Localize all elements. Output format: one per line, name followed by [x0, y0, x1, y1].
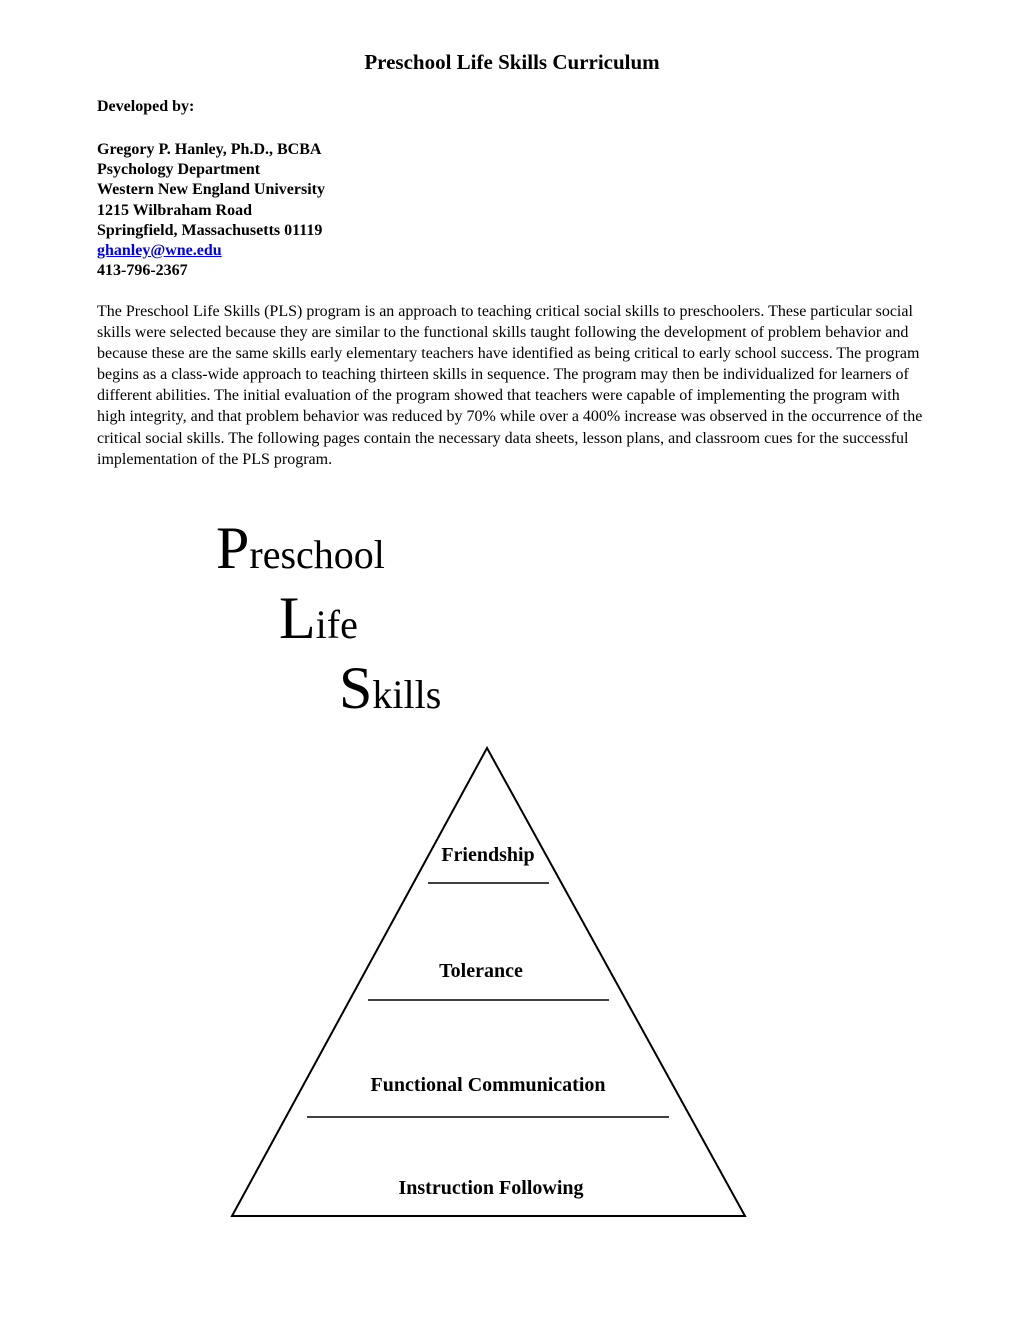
acronym-rest: ife: [315, 602, 358, 647]
street-address: 1215 Wilbraham Road: [97, 201, 252, 219]
institution: Western New England University: [97, 181, 325, 199]
acronym-line-skills: [339, 655, 442, 725]
developed-by-label: Developed by:: [97, 98, 195, 115]
acronym-rest: kills: [372, 672, 442, 717]
pyramid-level-friendship: Friendship: [441, 844, 535, 866]
city-address: Springfield, Massachusetts 01119: [97, 221, 323, 239]
author-name: Gregory P. Hanley, Ph.D., BCBA: [97, 141, 322, 158]
pyramid-level-functional-communication: Functional Communication: [370, 1074, 606, 1096]
email-link[interactable]: ghanley@wne.edu: [97, 242, 222, 260]
acronym-line-life: [279, 585, 358, 655]
intro-paragraph: The Preschool Life Skills (PLS) program is an approach to teaching critical social skills to preschoolers. These particular social skills were selected because they are similar to the functional skills taught following the development of problem behavior and because these are the same skills early elementary teachers have identified as being critical to early school success. The program begins as a class-wide approach to teaching thirteen skills in sequence. The program may then be individualized for learners of different abilities. The initial evaluation of the program showed that teachers were capable of implementing the program with high integrity, and that problem behavior was reduced by 70% while over a 400% increase was observed in the occurrence of the critical social skills. The following pages contain the necessary data sheets, lesson plans, and classroom cues for the successful implementation of the PLS program.: [97, 303, 923, 468]
acronym-initial: L: [279, 585, 316, 651]
department: Psychology Department: [97, 161, 261, 179]
contact-block: [97, 140, 325, 281]
acronym-line-preschool: [216, 515, 385, 585]
acronym-rest: reschool: [249, 532, 385, 577]
phone-number: 413-796-2367: [97, 262, 188, 280]
pyramid-level-instruction-following: Instruction Following: [398, 1177, 584, 1199]
page-title: Preschool Life Skills Curriculum: [364, 50, 660, 74]
pyramid-level-tolerance: Tolerance: [439, 960, 523, 982]
acronym-initial: S: [339, 655, 373, 721]
acronym-initial: P: [216, 515, 250, 581]
